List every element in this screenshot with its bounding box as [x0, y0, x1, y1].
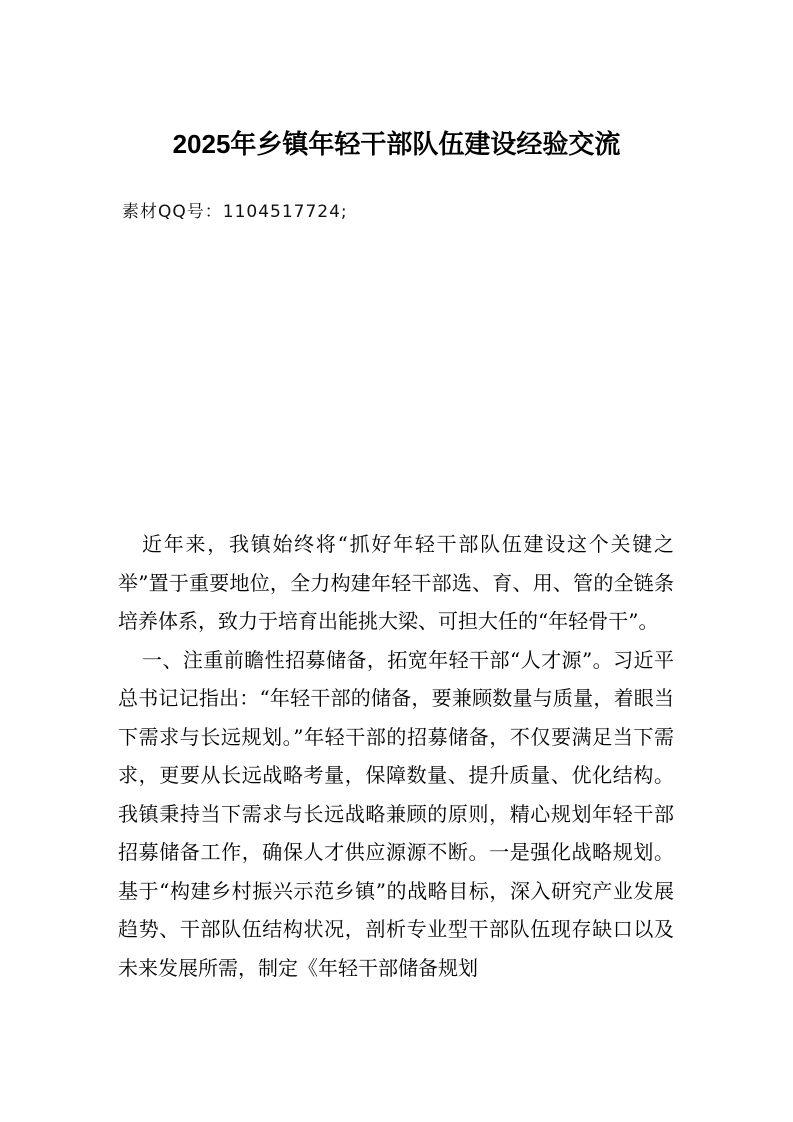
contact-line: 素材QQ号：1104517724; [122, 202, 348, 222]
paragraph-section-one: 一、注重前瞻性招募储备，拓宽年轻干部“人才源”。习近平总书记记指出：“年轻干部的储备，要兼顾数量与质量，着眼当下需求与长远规划。”年轻干部的招募储备，不仅要满足当下需求，更要从长远战略考量，保障数量、提升质量、优化结构。我镇秉持当下需求与长远战略兼顾的原则，精心规划年轻干部招募储备工作，确保人才供应源源不断。一是强化战略规划。基于“构建乡村振兴示范乡镇”的战略目标，深入研究产业发展趋势、干部队伍结构状况，剖析专业型干部队伍现存缺口以及未来发展所需，制定《年轻干部储备规划 [118, 647, 674, 980]
document-title: 2025年乡镇年轻干部队伍建设经验交流 [172, 129, 621, 159]
document-body [118, 525, 674, 987]
paragraph-intro: 近年来，我镇始终将“抓好年轻干部队伍建设这个关键之举”置于重要地位，全力构建年轻干部选、育、用、管的全链条培养体系，致力于培育出能挑大梁、可担大任的“年轻骨干”。 [118, 532, 674, 633]
